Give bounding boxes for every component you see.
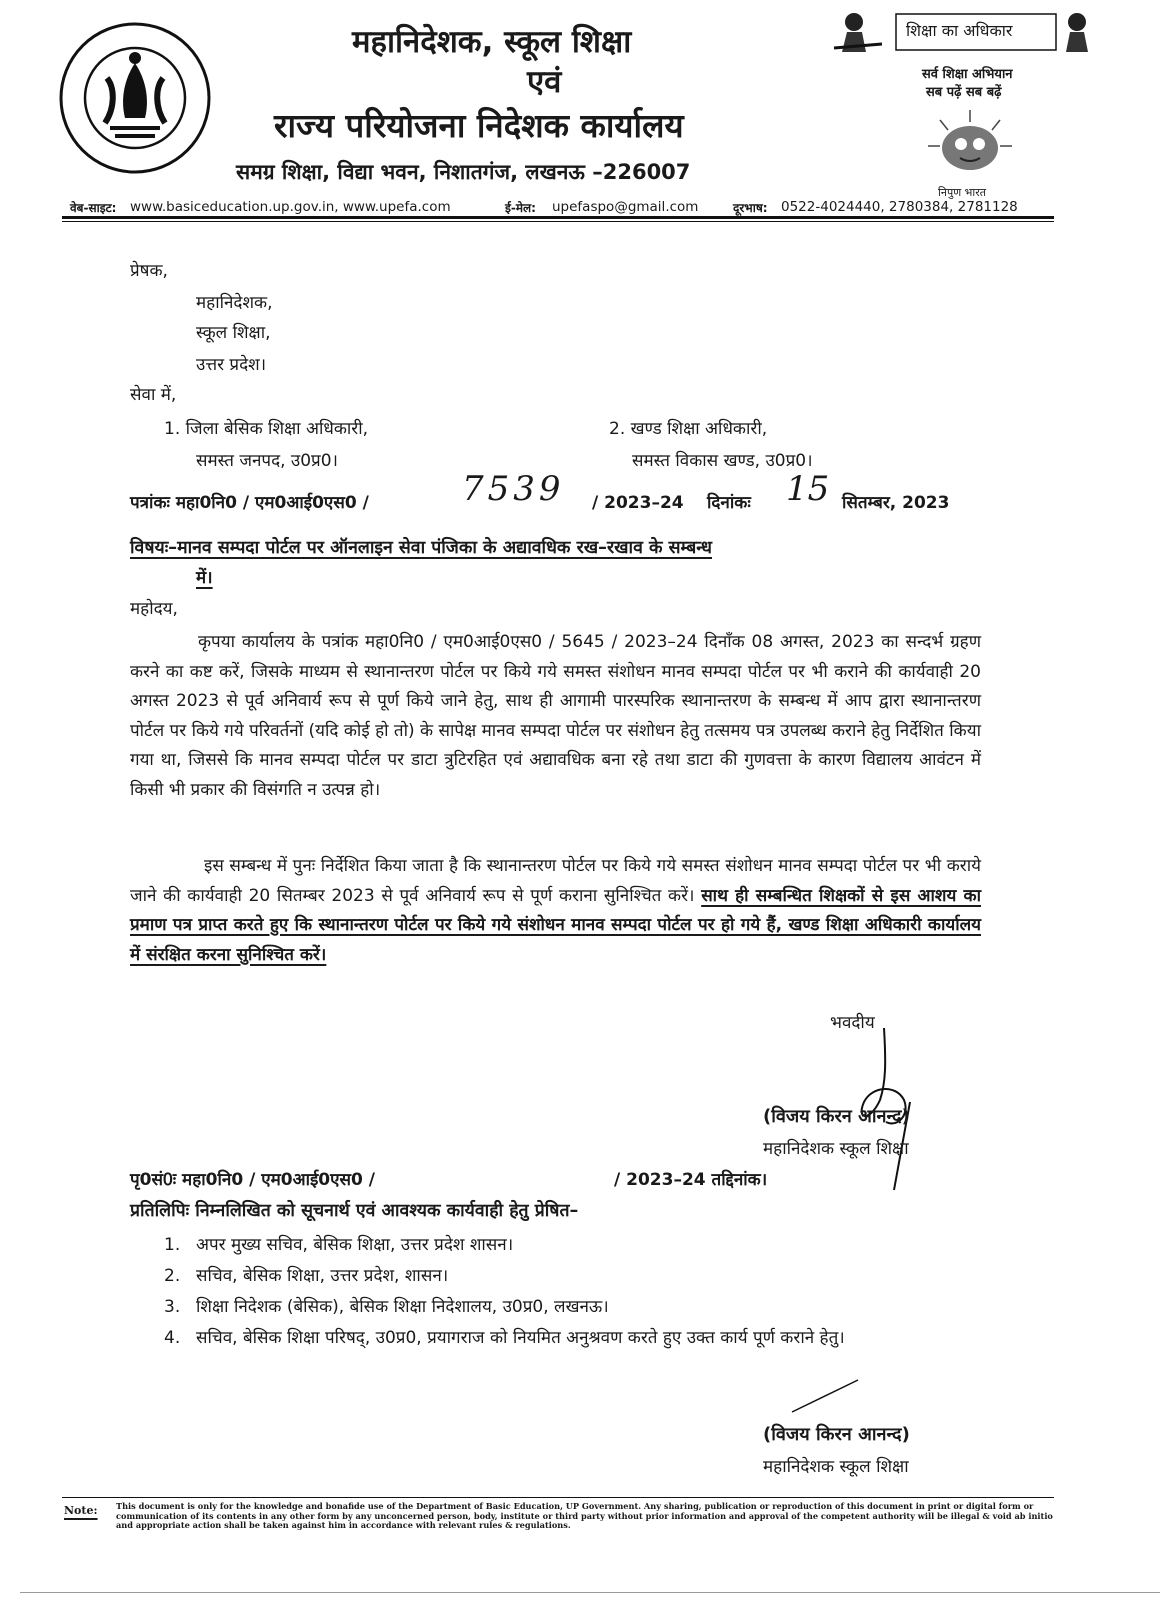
footer-rule-bottom	[20, 1592, 1160, 1593]
sender-label: प्रेषक,	[130, 261, 168, 281]
recipient2-line1: 2. खण्ड शिक्षा अधिकारी,	[609, 419, 768, 439]
signatory-name-2: (विजय किरन आनन्द)	[763, 1424, 910, 1445]
subject-line1: विषयः–मानव सम्पदा पोर्टल पर ऑनलाइन सेवा पंजिका के अद्यावधिक रख–रखाव के सम्बन्ध	[130, 538, 712, 558]
ssa-label: सर्व शिक्षा अभियान	[922, 67, 1013, 82]
subject-line2: में।	[196, 568, 213, 588]
contact-web-value: www.basiceducation.up.gov.in, www.upefa.com	[130, 199, 451, 215]
recipient1-line1: 1. जिला बेसिक शिक्षा अधिकारी,	[164, 419, 369, 439]
signatory-name: (विजय किरन आनन्द)	[763, 1106, 910, 1127]
rte-label: शिक्षा का अधिकार	[906, 21, 1013, 40]
footer-note-label: Note:	[64, 1504, 98, 1517]
recipients-label: सेवा में,	[130, 385, 177, 405]
header-rule-thin	[62, 221, 1054, 222]
header-title-line2: एवं	[527, 64, 562, 100]
patrank-label: पत्रांकः महा0नि0 / एम0आई0एस0 /	[130, 493, 369, 513]
date-label: दिनांकः	[707, 493, 751, 513]
contact-phone-label: दूरभाष:	[733, 201, 768, 215]
copy-item-4-num: 4.	[164, 1328, 181, 1348]
contact-web-label: वेब-साइट:	[70, 201, 117, 215]
signatory-designation: महानिदेशक स्कूल शिक्षा	[763, 1139, 909, 1159]
footer-note-text: This document is only for the knowledge and bonafide use of the Department of Basic Education, UP Government. Any sharing, publication or reproduction of this document in print or digital form or communication of its contents in any other form by any unconcerned person, body, institute or third party without prior information and approval of the competent authority will be illegal & void ab initio and appropriate action shall be taken against him in accordance with relevant rules & regulations.	[116, 1501, 1053, 1530]
copy-ref-label: पृ0सं0ः महा0नि0 / एम0आई0एस0 /	[130, 1170, 375, 1190]
contact-email-value: upefaspo@gmail.com	[552, 199, 699, 215]
copy-item-2-num: 2.	[164, 1266, 181, 1286]
copy-item-4-text: सचिव, बेसिक शिक्षा परिषद्, उ0प्र0, प्रयागराज को नियमित अनुश्रवण करते हुए उक्त कार्य पूर्ण कराने हेतु।	[196, 1328, 845, 1348]
sender-line1: महानिदेशक,	[196, 293, 273, 313]
contact-phone-value: 0522-4024440, 2780384, 2781128	[781, 199, 1018, 215]
footer-rule	[62, 1497, 1054, 1498]
body-paragraph-2-emphasis: साथ ही सम्बन्धित शिक्षकों से इस आशय का प्रमाण पत्र प्राप्त करते हुए कि स्थानान्तरण पोर्टल पर किये गये संशोधन मानव सम्पदा पोर्टल पर हो गये हैं, खण्ड शिक्षा अधिकारी कार्यालय में संरक्षित करना सुनिश्चित करें।	[130, 885, 982, 965]
salutation: महोदय,	[130, 599, 178, 619]
contact-email-label: ई-मेल:	[505, 201, 536, 215]
body-paragraph-2	[130, 852, 981, 970]
body-paragraph-2-text: इस सम्बन्ध में पुनः निर्देशित किया जाता है कि स्थानान्तरण पोर्टल पर किये गये समस्त संशोधन मानव सम्पदा पोर्टल पर भी कराये जाने की कार्यवाही 20 सितम्बर 2023 से पूर्व अनिवार्य रूप से पूर्ण कराना सुनिश्चित करें।	[130, 856, 981, 906]
body-paragraph-1-text: कृपया कार्यालय के पत्रांक महा0नि0 / एम0आई0एस0 / 5645 / 2023–24 दिनाँक 08 अगस्त, 2023 का सन्दर्भ ग्रहण करने का कष्ट करें, जिसके माध्यम से स्थानान्तरण पोर्टल पर किये गये समस्त संशोधन मानव सम्पदा पोर्टल पर भी कराने की कार्यवाही 20 अगस्त 2023 से पूर्व अनिवार्य रूप से पूर्ण किये जाने हेतु, साथ ही आगामी पारस्परिक स्थानान्तरण के सम्बन्ध में आप द्वारा स्थानान्तरण पोर्टल पर किये गये परिवर्तनों (यदि कोई हो तो) के सापेक्ष मानव सम्पदा पोर्टल पर संशोधन हेतु तत्समय पत्र उपलब्ध कराने हेतु निर्देशित किया गया था, जिससे कि मानव सम्पदा पोर्टल पर डाटा त्रुटिरहित एवं अद्यावधिक बना रहे तथा डाटा की गुणवत्ता के कारण विद्यालय आवंटन में किसी भी प्रकार की विसंगति न उत्पन्न हो।	[130, 632, 981, 800]
copy-ref-year: / 2023–24 तद्दिनांक।	[614, 1170, 768, 1190]
closing: भवदीय	[830, 1013, 875, 1033]
sender-line2: स्कूल शिक्षा,	[196, 323, 271, 343]
nipun-label: निपुण भारत	[938, 186, 987, 199]
signature-stroke-2	[790, 1378, 860, 1414]
copy-item-2-text: सचिव, बेसिक शिक्षा, उत्तर प्रदेश, शासन।	[196, 1266, 449, 1286]
copy-heading: प्रतिलिपिः निम्नलिखित को सूचनार्थ एवं आवश्यक कार्यवाही हेतु प्रेषित–	[130, 1201, 579, 1221]
patrank-year: / 2023–24	[592, 493, 684, 513]
ssa-slogan: सब पढ़ें सब बढ़ें	[926, 85, 1002, 100]
date-handwritten: 15	[786, 469, 830, 509]
signatory-designation-2: महानिदेशक स्कूल शिक्षा	[763, 1457, 909, 1477]
sender-line3: उत्तर प्रदेश।	[196, 355, 267, 375]
copy-item-1-num: 1.	[164, 1235, 181, 1255]
body-paragraph-1	[130, 628, 981, 805]
patrank-number-handwritten: 7539	[462, 469, 565, 509]
recipient1-line2: समस्त जनपद, उ0प्र0।	[196, 451, 338, 471]
date-month-year: सितम्बर, 2023	[842, 493, 950, 513]
copy-item-3-num: 3.	[164, 1297, 181, 1317]
copy-item-3-text: शिक्षा निदेशक (बेसिक), बेसिक शिक्षा निदेशालय, उ0प्र0, लखनऊ।	[196, 1297, 609, 1317]
copy-item-1-text: अपर मुख्य सचिव, बेसिक शिक्षा, उत्तर प्रदेश शासन।	[196, 1235, 514, 1255]
nipun-bharat-logo	[920, 108, 1020, 183]
header-title-line1: महानिदेशक, स्कूल शिक्षा	[352, 24, 632, 60]
header-address: समग्र शिक्षा, विद्या भवन, निशातगंज, लखनऊ –226007	[236, 160, 691, 184]
recipient2-line2: समस्त विकास खण्ड, उ0प्र0।	[632, 451, 813, 471]
header-title-line3: राज्य परियोजना निदेशक कार्यालय	[274, 106, 684, 145]
up-govt-emblem	[55, 18, 215, 178]
header-rule-thick	[62, 216, 1054, 219]
